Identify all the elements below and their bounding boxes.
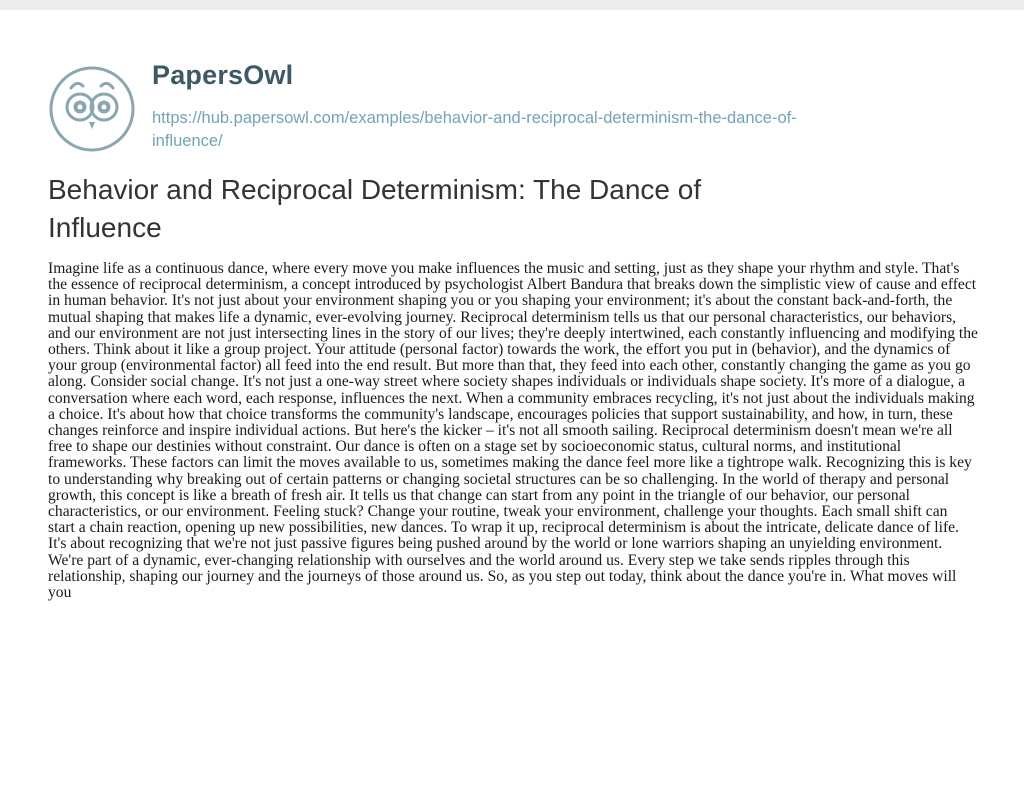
article-body: Imagine life as a continuous dance, where every move you make influences the music and setting, just as they shape your rhythm and style. That's the essence of reciprocal determinism, a concept introduced by psychologist Albert Bandura that breaks down the simplistic view of cause and effect in human behavior. It's not just about your environment shaping you or you shaping your environment; it's about the constant back-and-forth, the mutual shaping that makes life a dynamic, ever-evolving journey. Reciprocal determinism tells us that our personal characteristics, our behaviors, and our environment are not just intersecting lines in the story of our lives; they're deeply intertwined, each constantly influencing and modifying the others. Think about it like a group project. Your attitude (personal factor) towards the work, the effort you put in (behavior), and the dynamics of your group (environmental factor) all feed into the end result. But more than that, they feed into each other, constantly changing the game as you go along. Consider social change. It's not just a one-way street where society shapes individuals or individuals shape society. It's more of a dialogue, a conversation where each word, each response, influences the next. When a community embraces recycling, it's not just about the individuals making a choice. It's about how that choice transforms the community's landscape, encourages policies that support sustainability, and how, in turn, these changes reinforce and inspire individual actions. But here's the kicker – it's not all smooth sailing. Reciprocal determinism doesn't mean we're all free to shape our destinies without constraint. Our dance is often on a stage set by socioeconomic status, cultural norms, and institutional frameworks. These factors can limit the moves available to us, sometimes making the dance feel more like a tightrope walk. Recognizing this is key to understanding why breaking out of certain patterns or changing societal structures can be so challenging. In the world of therapy and personal growth, this concept is like a breath of fresh air. It tells us that change can start from any point in the triangle of our behavior, our personal characteristics, or our environment. Feeling stuck? Change your routine, tweak your environment, challenge your thoughts. Each small shift can start a chain reaction, opening up new possibilities, new dances. To wrap it up, reciprocal determinism is about the intricate, delicate dance of life. It's about recognizing that we're not just passive figures being pushed around by the world or lone warriors shaping an unyielding environment. We're part of a dynamic, ever-changing relationship with ourselves and the world around us. Every step we take sends ripples through this relationship, shaping our journey and the journeys of those around us. So, as you step out today, think about the dance you're in. What moves will you [48,260,978,602]
article-title: Behavior and Reciprocal Determinism: The Dance of Influence [48,174,702,243]
owl-logo-icon[interactable] [49,66,135,152]
article-url-link[interactable] [152,107,932,153]
top-bar [0,0,1024,10]
url-line-2: influence/ [152,132,223,150]
brand-name: PapersOwl [152,60,294,90]
url-line-1: https://hub.papersowl.com/examples/behavior-and-reciprocal-determinism-the-dance-of- [152,109,797,127]
